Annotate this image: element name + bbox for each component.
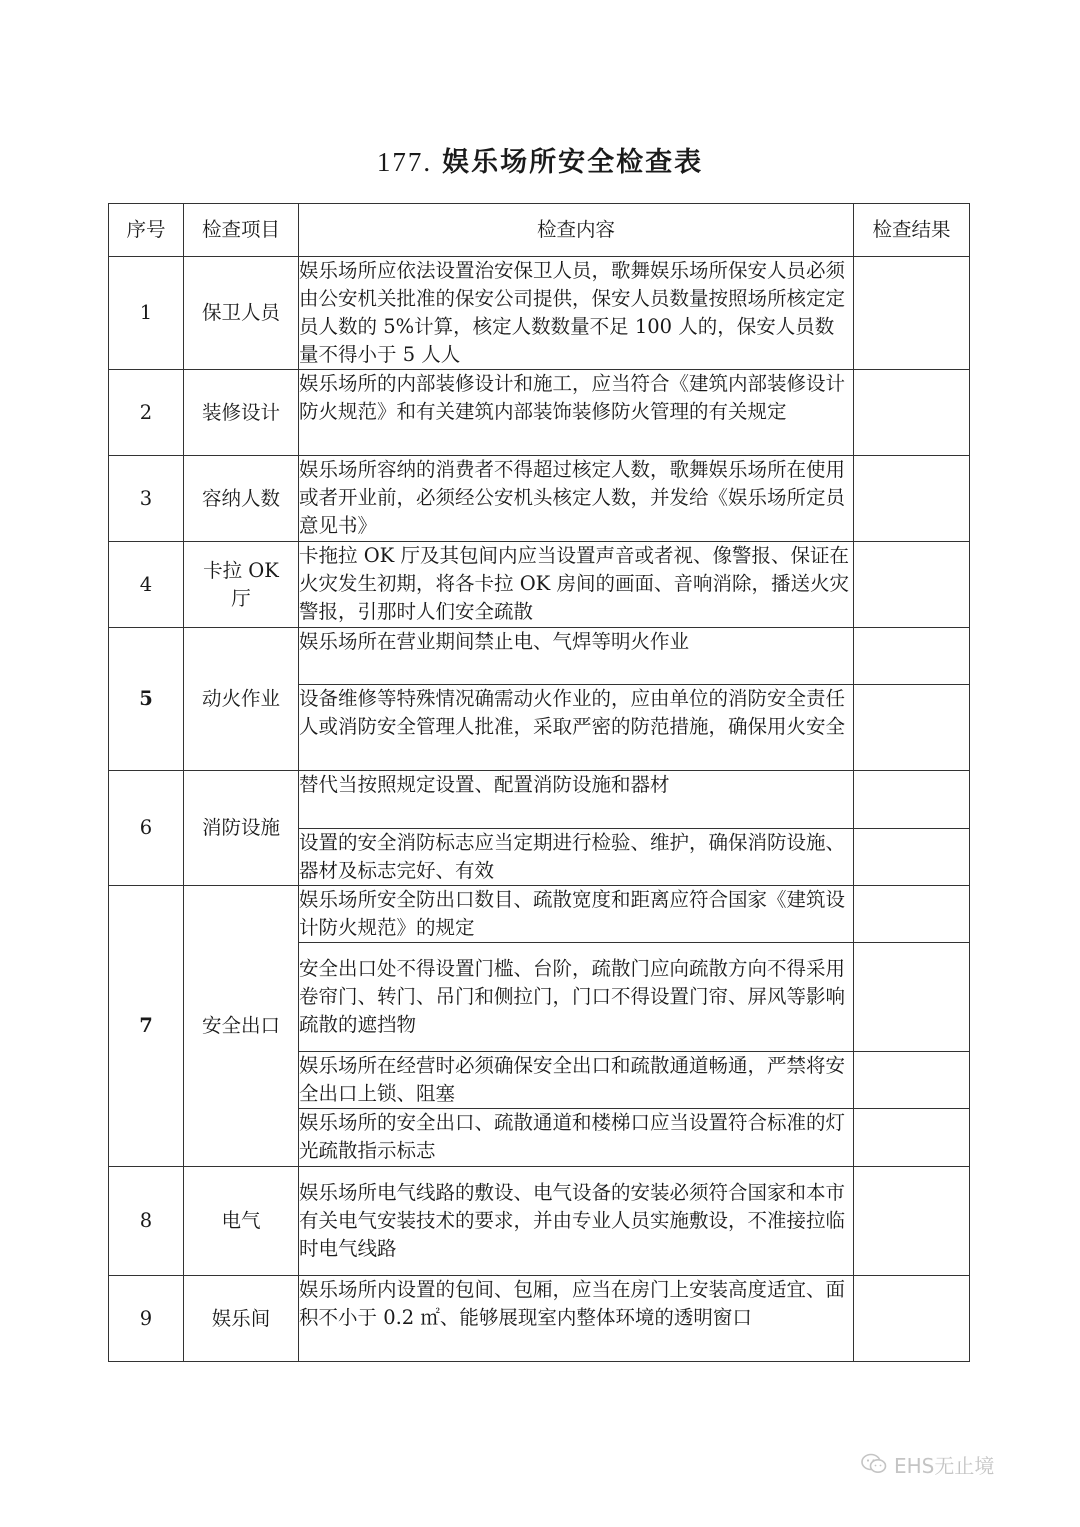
row-result[interactable] [854, 1052, 970, 1109]
row-result[interactable] [854, 370, 970, 456]
table-row [109, 257, 970, 370]
row-content: 娱乐场所电气线路的敷设、电气设备的安装必须符合国家和本市有关电气安装技术的要求，并由专业人员实施敷设，不准接拉临时电气线路 [299, 1167, 854, 1276]
row-item: 装修设计 [184, 370, 299, 456]
row-item: 动火作业 [184, 628, 299, 771]
watermark-text: EHS无止境 [894, 1453, 995, 1478]
row-content: 娱乐场所在营业期间禁止电、气焊等明火作业 [299, 628, 854, 685]
row-seq: 5 [109, 628, 184, 771]
row-result[interactable] [854, 829, 970, 886]
inspection-table [108, 203, 970, 1362]
row-item: 保卫人员 [184, 257, 299, 370]
table-row [109, 1276, 970, 1362]
row-content: 设置的安全消防标志应当定期进行检验、维护，确保消防设施、器材及标志完好、有效 [299, 829, 854, 886]
row-item: 消防设施 [184, 771, 299, 886]
row-content: 娱乐场所容纳的消费者不得超过核定人数，歌舞娱乐场所在使用或者开业前，必须经公安机头核定人数，并发给《娱乐场所定员意见书》 [299, 456, 854, 542]
row-seq: 3 [109, 456, 184, 542]
watermark [860, 1444, 1060, 1484]
row-result[interactable] [854, 1167, 970, 1276]
row-seq: 4 [109, 542, 184, 628]
row-item: 娱乐间 [184, 1276, 299, 1362]
table-row [109, 886, 970, 943]
row-seq: 9 [109, 1276, 184, 1362]
row-result[interactable] [854, 257, 970, 370]
table-row [109, 771, 970, 829]
row-content: 安全出口处不得设置门槛、台阶，疏散门应向疏散方向不得采用卷帘门、转门、吊门和侧拉门，门口不得设置门帘、屏风等影响疏散的遮挡物 [299, 943, 854, 1052]
row-result[interactable] [854, 1109, 970, 1167]
table-row [109, 370, 970, 456]
page-title [0, 140, 1080, 179]
row-content: 娱乐场所在经营时必须确保安全出口和疏散通道畅通，严禁将安全出口上锁、阻塞 [299, 1052, 854, 1109]
row-seq: 2 [109, 370, 184, 456]
header-item: 检查项目 [184, 204, 299, 257]
table-row [109, 628, 970, 685]
row-content: 设备维修等特殊情况确需动火作业的，应由单位的消防安全责任人或消防安全管理人批准，采取严密的防范措施，确保用火安全 [299, 685, 854, 771]
row-item: 卡拉 OK 厅 [184, 542, 299, 628]
row-result[interactable] [854, 628, 970, 685]
row-result[interactable] [854, 456, 970, 542]
row-seq: 8 [109, 1167, 184, 1276]
wechat-icon [860, 1452, 888, 1476]
table-row [109, 1167, 970, 1276]
title-text: 娱乐场所安全检查表 [442, 147, 704, 178]
title-number: 177. [376, 147, 433, 177]
row-content: 娱乐场所内设置的包间、包厢，应当在房门上安装高度适宜、面积不小于 0.2 ㎡、能够展现室内整体环境的透明窗口 [299, 1276, 854, 1362]
row-content: 娱乐场所的内部装修设计和施工，应当符合《建筑内部装修设计防火规范》和有关建筑内部装饰装修防火管理的有关规定 [299, 370, 854, 456]
header-row [109, 204, 970, 257]
row-result[interactable] [854, 685, 970, 771]
row-result[interactable] [854, 1276, 970, 1362]
row-content: 娱乐场所应依法设置治安保卫人员，歌舞娱乐场所保安人员必须由公安机关批准的保安公司提供，保安人员数量按照场所核定定员人数的 5%计算，核定人数数量不足 100 人的，保安人员数量不得小于 5 人人 [299, 257, 854, 370]
row-seq: 6 [109, 771, 184, 886]
row-content: 替代当按照规定设置、配置消防设施和器材 [299, 771, 854, 829]
table-row [109, 542, 970, 628]
row-result[interactable] [854, 886, 970, 943]
row-result[interactable] [854, 943, 970, 1052]
row-item: 安全出口 [184, 886, 299, 1167]
header-seq: 序号 [109, 204, 184, 257]
row-content: 娱乐场所的安全出口、疏散通道和楼梯口应当设置符合标准的灯光疏散指示标志 [299, 1109, 854, 1167]
row-item: 容纳人数 [184, 456, 299, 542]
header-content: 检查内容 [299, 204, 854, 257]
row-result[interactable] [854, 771, 970, 829]
row-item: 电气 [184, 1167, 299, 1276]
row-seq: 1 [109, 257, 184, 370]
row-content: 卡拖拉 OK 厅及其包间内应当设置声音或者视、像警报、保证在火灾发生初期，将各卡拉 OK 房间的画面、音响消除，播送火灾警报，引那时人们安全疏散 [299, 542, 854, 628]
header-result: 检查结果 [854, 204, 970, 257]
row-content: 娱乐场所安全防出口数目、疏散宽度和距离应符合国家《建筑设计防火规范》的规定 [299, 886, 854, 943]
table-row [109, 456, 970, 542]
row-result[interactable] [854, 542, 970, 628]
row-seq: 7 [109, 886, 184, 1167]
